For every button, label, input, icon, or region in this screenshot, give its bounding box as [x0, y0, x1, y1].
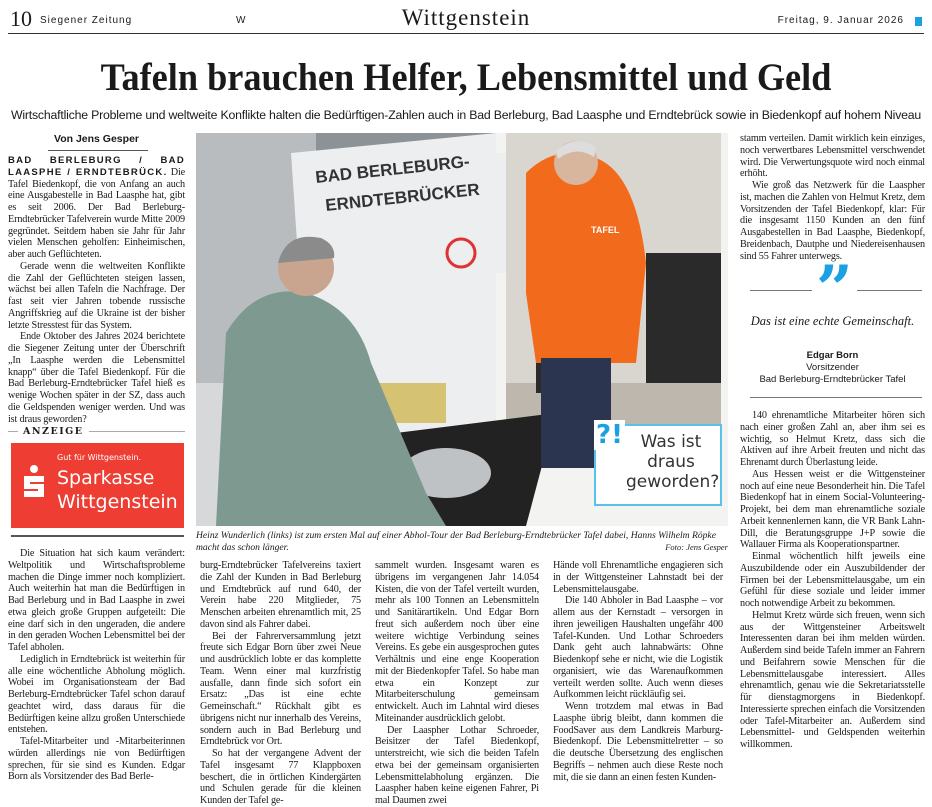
paragraph: 140 ehrenamtliche Mitarbeiter hören sich nach einer großen Zahl an, aber ihm sei es wichtig, so Helmut Kretz, dass sich die Aktiven auf ihre Arbeit freuten und nicht das Ehrenamt durch Überlastung leide.	[740, 410, 925, 468]
quote-icon: ”	[812, 272, 857, 308]
headline: Tafeln brauchen Helfer, Lebensmittel und Geld	[100, 56, 832, 99]
sparkasse-logo-icon	[21, 465, 47, 499]
paragraph: Helmut Kretz würde sich freuen, wenn sich aus der Wittgensteiner Arbeitswelt Interessenten daran bei ihm melden würden. Außerdem sind beide Tafeln immer an Fahrern und Beifahrern sowie Menschen für die Lebensmittelausgabe interessiert. Alles ehrenamtlich, genau wie die Sekretariatsstelle für dienstagmorgens in Biedenkopf. Interessierte sprechen einfach die Vorsitzenden oder Tafel-Mitarbeiter an. Außerdem sind Lebensmittel- und Geldspenden weiterhin willkommen.	[740, 609, 925, 750]
paragraph: burg-Erndtebrücker Tafelvereins taxiert die Zahl der Kunden in Bad Berleburg und Erndtebrück auf rund 640, der Verein habe 220 Mitglieder, 75 Menschen arbeiten ehrenamtlich mit, 25 davon sind als Fahrer dabei.	[200, 560, 361, 630]
van-lettering: BAD BERLEBURG-	[314, 151, 471, 187]
ad-rule	[11, 535, 184, 537]
badge-text: Was ist draus geworden?	[626, 432, 720, 492]
paragraph: Hände voll Ehrenamtliche engagieren sich in der Wittgensteiner Lahnstadt bei der Lebensmittelausgabe.	[553, 560, 723, 595]
newspaper-name: Siegener Zeitung	[40, 15, 133, 26]
paragraph: Tafel-Mitarbeiter und -Mitarbeiterinnen würden allerdings nie von Bedürftigen sprechen, für sie sind es Kunden. Edgar Born als Vorsitzender des Bad Berle-	[8, 736, 185, 783]
paragraph: stamm verteilen. Damit wirklich kein einziges, noch verwertbares Lebensmittel verschwendet wird. Die Verwertungsquote wird noch einmal erhöht.	[740, 133, 925, 180]
photo-caption-block	[196, 530, 728, 553]
byline-rule	[48, 150, 148, 151]
jacket-lettering: TAFEL	[591, 225, 620, 235]
paragraph: Einmal wöchentlich hilft jeweils eine Auszubildende oder ein Auszubildender der Firmen bei der Lebensmittelausgabe, um ein Gefühl für diese soziale und leider immer noch notwendige Arbeit zu bekommen.	[740, 551, 925, 609]
paragraph: Gerade wenn die weltweiten Konflikte die Zahl der Geflüchteten steigen lassen, wächst bei allen Tafeln die Nachfrage. Der fast seit vier Jahren tobende russische Angriffskrieg auf die Ukraine ist der bisher letzte Stresstest für das System.	[8, 260, 185, 331]
ad-label-text: ANZEIGE	[23, 426, 84, 437]
ad-slogan: Gut für Wittgenstein.	[57, 453, 142, 462]
paragraph	[8, 155, 185, 261]
accent-square	[915, 17, 922, 26]
paragraph-text: Die Tafel Biedenkopf, die von Anfang an auch eine Ausgabestelle in Bad Laasphe hat, gibt es seit 2006. Der Bad Berleburg-Erndtebrücker Tafelverein wurde Mitte 2009 gegründet. Seitdem haben sie Jahr für Jahr vielen Menschen geholfen: Einheimischen, aber auch Geflüchteten.	[8, 166, 185, 260]
van-lettering-line-2: ERNDTEBRÜCKER	[324, 179, 481, 215]
paragraph: Wie groß das Netzwerk für die Laaspher ist, machen die Zahlen von Helmut Kretz, dem Vorsitzenden der Tafel Biedenkopf, klar: Für die insgesamt 1150 Kunden an den fünf Ausgabestellen in Bad Laasphe, Biedenkopf, Breidenbach, Dautphe und Niedereisenhausen sind 55 Fahrer unterwegs.	[740, 180, 925, 262]
paragraph: Aus Hessen weist er die Wittgensteiner noch auf eine neue Besonderheit hin. Die Tafel Biedenkopf hat in einem Social-Volunteering-Projekt, bei dem man ehrenamtliche soziale Arbeit kennenlernen kann, die VR Bank Lahn-Dill, die Beratungsgruppe J+P sowie die Wallauer Firma als Kooperationspartner.	[740, 468, 925, 551]
quote-org: Bad Berleburg-Erndtebrücker Tafel	[759, 374, 906, 385]
paragraph: Der Laaspher Lothar Schroeder, Beisitzer der Tafel Biedenkopf, unterstreicht, wie sich die beiden Tafeln etwa bei der gemeinsam organisierten Lebensmittelabholung ergänzen. Die Laaspher haben keine eigenen Fahrer, Pi mal Daumen zwei	[375, 724, 539, 806]
quote-rule-bottom	[750, 397, 922, 398]
paragraph: Die Situation hat sich kaum verändert: Weltpolitik und Wirtschaftsprobleme machen die Dinge immer noch kompliziert. Auch weiterhin hat man die Bedürftigen in Bad Berleburg und in Bad Laasphe in zwei etwa gleich große Gruppen aufgeteilt: Die eine darf sich in den ungeraden, die andere in den geraden Wochen Lebensmittel bei der Tafel abholen.	[8, 548, 185, 653]
column-1-bottom	[8, 548, 185, 783]
paragraph: sammelt wurden. Insgesamt waren es übrigens im vergangenen Jahr 14.054 Kisten, die von der Tafel verteilt wurden, mehr als 100 Tonnen an Lebensmitteln und Sanitärartikeln. Und Edgar Born freut sich außerdem noch über eine weitere wichtige Verbindung seines Vereins. Es gebe ein ausgesprochen gutes Verhältnis und eine enge Kooperation mit der Biedenkopfer Tafel. So habe man etwa ein Konzept zur Mitarbeiterschulung gemeinsam entwickelt. Auch im Lahntal wird dieses Miteinander ausdrücklich gelobt.	[375, 560, 539, 724]
subheadline: Wirtschaftliche Probleme und weltweite Konflikte halten die Bedürftigen-Zahlen auch in Bad Berleburg, Bad Laasphe und Erndtebrück sowie in Biedenkopf auf hohem Niveau	[10, 108, 922, 122]
column-5-top	[740, 133, 925, 262]
column-2	[200, 560, 361, 807]
pull-quote: Das ist eine echte Gemeinschaft.	[750, 314, 915, 328]
dateline: BAD BERLEBURG / BAD LAASPHE / ERNDTEBRÜCK.	[8, 155, 185, 178]
photo-credit: Foto: Jens Gesper	[665, 541, 728, 552]
sparkasse-ad[interactable]	[11, 443, 184, 528]
column-3	[375, 560, 539, 807]
quote-name: Edgar Born	[806, 350, 859, 361]
section-title: Wittgenstein	[401, 5, 531, 30]
column-4	[553, 560, 723, 783]
question-exclamation-icon: ?!	[596, 420, 623, 450]
byline: Von Jens Gesper	[53, 133, 139, 145]
paragraph: Ende Oktober des Jahres 2024 berichtete die Siegener Zeitung unter der Überschrift „In Laasphe werden die Lebensmittel knapp“ über die Tafel Biedenkopf. Für die Bad Berleburg-Erndtebrücker Tafel hieß es wenige Wochen später in der SZ, dass auch die Geldspenden weniger werden. Und was ist draus geworden?	[8, 331, 185, 425]
photo-caption: Heinz Wunderlich (links) ist zum ersten Mal auf einer Abhol-Tour der Bad Berleburg-Erndtebrücker Tafel dabei, Hanns Wilhelm Röpke macht das schon länger.	[196, 530, 716, 553]
paragraph: Bei der Fahrerversammlung jetzt freute sich Edgar Born über zwei Neue und ausdrücklich lobte er das komplette Team. Wenn einer mal kurzfristig ausfalle, dann finde sich sofort ein Ersatz: „Das ist eine echte Gemeinschaft.“ Rückhalt gibt es übrigens nicht nur innerhalb des Vereins, sondern auch in Bad Berleburg und Erndtebrück vor Ort.	[200, 630, 361, 748]
paragraph: Wenn trotzdem mal etwas in Bad Laasphe übrig bleibt, dann kommen die FoodSaver aus dem Landkreis Marburg-Biedenkopf. Die Lebensmittelretter – so die deutsche Übersetzung des englischen Begriffs – nehmen auch diese Reste noch mit, die sie dann an einen festen Kunden-	[553, 701, 723, 783]
edition-letter: W	[236, 15, 246, 26]
quote-attribution	[740, 350, 925, 386]
issue-date: Freitag, 9. Januar 2026	[777, 15, 904, 26]
quote-role: Vorsitzender	[806, 362, 859, 373]
column-1-top	[8, 155, 185, 425]
follow-up-badge	[594, 420, 722, 506]
paragraph: So hat der vergangene Advent der Tafel insgesamt 77 Klappboxen beschert, die in örtlichen Kindergärten und Schulen gerade für die kleinen Kunden der Tafel ge-	[200, 748, 361, 806]
ad-label	[8, 426, 185, 437]
column-5-bottom	[740, 410, 925, 751]
page-number: 10	[10, 6, 32, 31]
header-rule	[8, 33, 924, 34]
paragraph: Lediglich in Erndtebrück ist weiterhin für alle eine wöchentliche Abholung möglich. Wobei im Organisationsteam der Bad Berleburg-Erndtebrücker Tafel schon darauf geachtet wird, dass daraus für die Bedürftigen keine allzu großen Unterschiede entstehen.	[8, 653, 185, 736]
ad-brand-name: Sparkasse Wittgenstein	[57, 467, 178, 513]
paragraph: Die 140 Abholer in Bad Laasphe – vor allem aus der Kernstadt – versorgen in ihren jeweiligen Haushalten ungefähr 400 Tafel-Kunden. Und Lothar Schroeders Dank geht auch lahnabwärts: Ohne Biedenkopf sehe er nicht, wie die Logistik organisiert, wie das Warenaufkommen verteilt werden sollte. Auch wenn dieses Aufkommen leicht rückläufig sei.	[553, 595, 723, 701]
